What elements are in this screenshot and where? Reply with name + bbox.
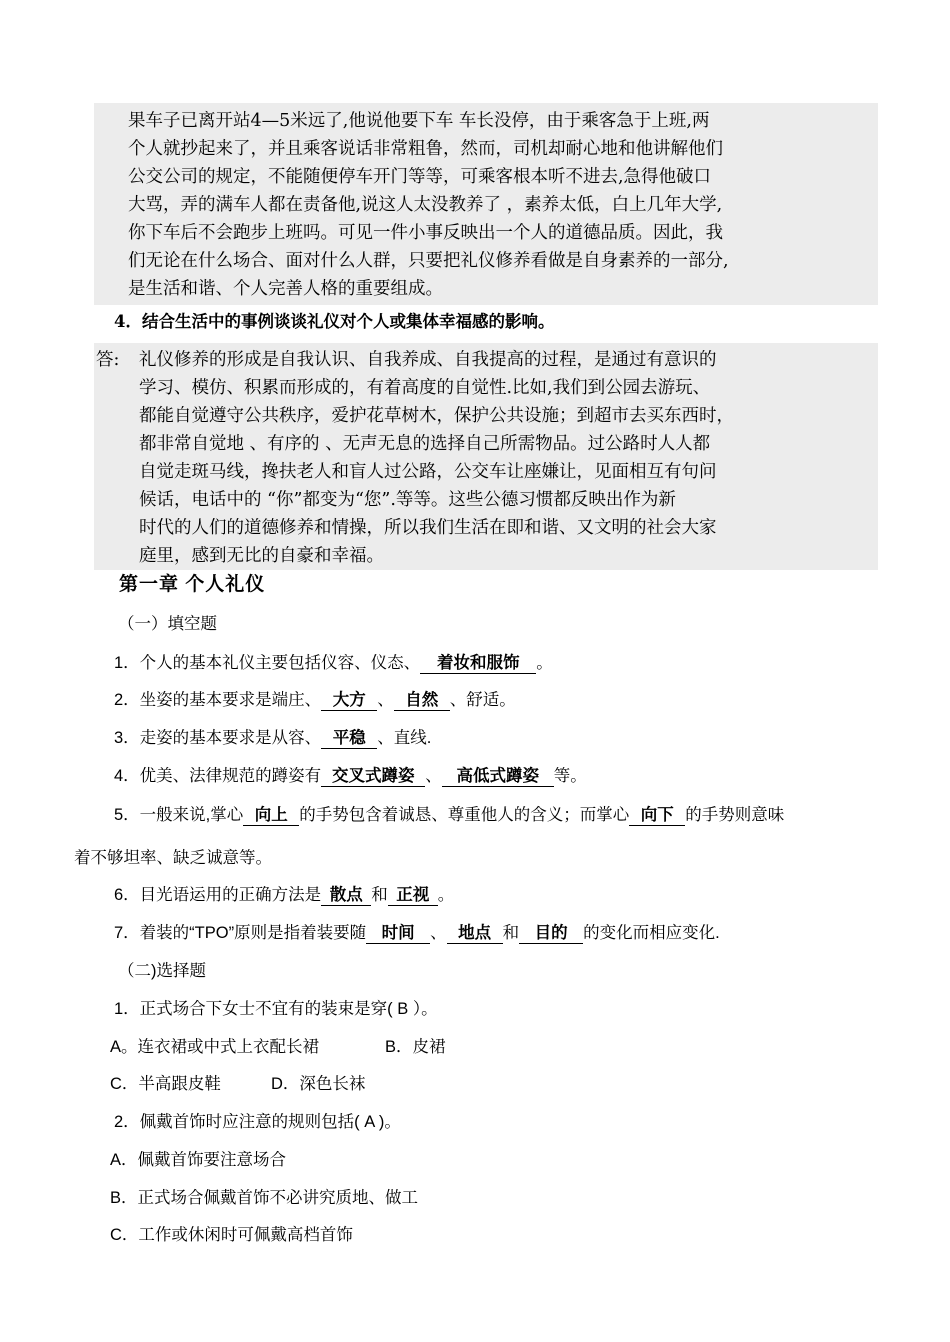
case-paragraph-line: 们无论在什么场合、面对什么人群，只要把礼仪修养看做是自身素养的一部分,: [128, 251, 729, 271]
answer-blank: 着妆和服饰: [420, 653, 536, 674]
answer-line: 自觉走斑马线，搀扶老人和盲人过公路，公交车让座嫌让，见面相互有句问: [139, 462, 717, 482]
choice-option-d: D．深色长袜: [271, 1075, 366, 1093]
answer-line: 都非常自觉地 、有序的 、无声无息的选择自己所需物品。过公路时人人都: [139, 434, 711, 454]
choice-question-2: 2．佩戴首饰时应注意的规则包括( A )。: [114, 1113, 401, 1131]
fill-question-5: [114, 804, 784, 826]
choice-section-heading: （二)选择题: [118, 962, 206, 980]
answer-line: 都能自觉遵守公共秩序，爱护花草树木，保护公共设施；到超市去买东西时，: [139, 406, 734, 426]
question-text: 、直线.: [377, 729, 432, 747]
fill-question-4: [114, 765, 587, 787]
answer-blank: 自然: [394, 690, 450, 711]
question-text: 的手势包含着诚恳、尊重他人的含义；而掌心: [299, 806, 630, 824]
question-text: 。: [536, 654, 553, 672]
question-text: 2．坐姿的基本要求是端庄、: [114, 691, 322, 709]
answer-blank: 大方: [321, 690, 377, 711]
choice-option-a: A．佩戴首饰要注意场合: [110, 1151, 287, 1169]
choice-option-b: B．正式场合佩戴首饰不必讲究质地、做工: [110, 1189, 419, 1207]
fill-question-7: [114, 922, 720, 944]
question-text: 4．优美、法律规范的蹲姿有: [114, 767, 322, 785]
question-text: 1．个人的基本礼仪主要包括仪容、仪态、: [114, 654, 421, 672]
answer-label: 答:: [96, 350, 120, 370]
case-paragraph-line: 大骂，弄的满车人都在责备他,说这人太没教养了 ，素养太低，白上几年大学,: [128, 195, 723, 215]
answer-line: 时代的人们的道德修养和情操，所以我们生活在即和谐、又文明的社会大家: [139, 518, 717, 538]
question-text: 和: [371, 886, 388, 904]
fill-question-1: [114, 652, 553, 674]
answer-blank: 平稳: [321, 728, 377, 749]
chapter-title: 第一章 个人礼仪: [119, 574, 266, 595]
choice-option-a: A。连衣裙或中式上衣配长裙: [110, 1038, 320, 1056]
question-text: 、: [377, 691, 394, 709]
case-paragraph-line: 果车子已离开站4—5米远了,他说他要下车 车长没停，由于乘客急于上班,两: [128, 111, 710, 131]
answer-line: 庭里，感到无比的自豪和幸福。: [139, 546, 384, 566]
question-text: 、舒适。: [449, 691, 516, 709]
answer-blank: 向下: [629, 805, 685, 826]
choice-option-b: B．皮裙: [385, 1038, 446, 1056]
answer-blank: 高低式蹲姿: [442, 766, 554, 787]
answer-line: 候话，电话中的 “你”都变为“您”.等等。这些公德习惯都反映出作为新: [139, 490, 676, 510]
fill-question-3: [114, 727, 431, 749]
choice-option-c: C．工作或休闲时可佩戴高档首饰: [110, 1226, 353, 1244]
discussion-question-4: 4．结合生活中的事例谈谈礼仪对个人或集体幸福感的影响。: [114, 312, 555, 331]
fill-question-2: [114, 689, 516, 711]
case-paragraph-line: 个人就抄起来了，并且乘客说话非常粗鲁，然而，司机却耐心地和他讲解他们: [128, 139, 723, 159]
fill-question-5-continued: 着不够坦率、缺乏诚意等。: [74, 849, 272, 867]
answer-blank: 目的: [519, 923, 583, 944]
question-text: 的手势则意味: [685, 806, 785, 824]
choice-option-c: C．半高跟皮鞋: [110, 1075, 221, 1093]
fill-section-heading: （一）填空题: [118, 615, 217, 633]
question-text: 。: [437, 886, 455, 904]
choice-question-1: 1．正式场合下女士不宜有的装束是穿( B ）。: [114, 1000, 438, 1018]
answer-blank: 向上: [243, 805, 299, 826]
question-text: 和: [502, 924, 520, 942]
case-paragraph-line: 是生活和谐、个人完善人格的重要组成。: [128, 279, 443, 299]
fill-question-6: [114, 884, 454, 906]
answer-line: 礼仪修养的形成是自我认识、自我养成、自我提高的过程，是通过有意识的: [139, 350, 717, 370]
answer-blank: 散点: [321, 885, 371, 906]
answer-blank: 地点: [447, 923, 503, 944]
question-text: 、: [430, 924, 447, 942]
case-paragraph-line: 你下车后不会跑步上班吗。可见一件小事反映出一个人的道德品质。因此，我: [128, 223, 723, 243]
question-text: 等。: [553, 767, 587, 785]
case-paragraph-line: 公交公司的规定，不能随便停车开门等等，可乘客根本听不进去,急得他破口: [128, 167, 712, 187]
answer-blank: 交叉式蹲姿: [321, 766, 425, 787]
question-text: 的变化而相应变化.: [583, 924, 720, 942]
question-text: 、: [425, 767, 442, 785]
question-text: 3．走姿的基本要求是从容、: [114, 729, 322, 747]
answer-blank: 正视: [388, 885, 438, 906]
question-text: 7．着装的“TPO”原则是指着装要随: [114, 924, 367, 942]
question-text: 6．目光语运用的正确方法是: [114, 886, 322, 904]
question-text: 5．一般来说,掌心: [114, 806, 244, 824]
answer-line: 学习、模仿、积累而形成的，有着高度的自觉性.比如,我们到公园去游玩、: [139, 378, 711, 398]
answer-blank: 时间: [366, 923, 430, 944]
